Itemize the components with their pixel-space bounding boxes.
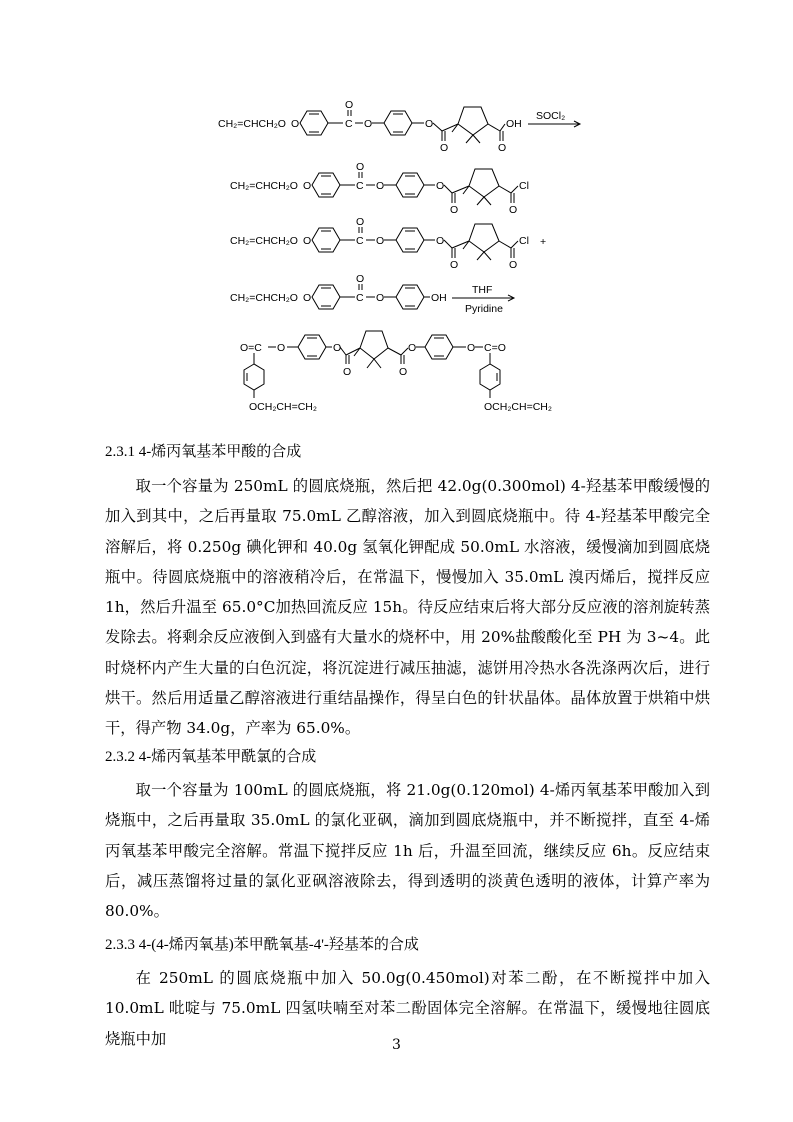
atom-C: C <box>356 180 364 192</box>
atom-C: C <box>345 118 353 130</box>
atom-O: O <box>356 216 365 228</box>
atom-O: O <box>303 292 312 304</box>
atom-O: O <box>450 204 459 216</box>
section-paragraph: 取一个容量为 100mL 的圆底烧瓶，将 21.0g(0.120mol) 4-烯丙氧基苯甲酸加入到烧瓶中，之后再量取 35.0mL 的氯化亚砜，滴加到圆底烧瓶中，并不断搅拌，直至 4-烯丙氧基苯甲酸完全溶解。常温下搅拌反应 1h 后，升温至回流，继续反应 6h。反应结束后，减压蒸馏将过量的氯化亚砜溶液除去，得到透明的淡黄色透明的液体，计算产率为 80.0%。 <box>105 781 710 921</box>
atom-O: O <box>376 292 385 304</box>
atom-O: O <box>364 118 373 130</box>
atom-O: O <box>436 235 445 247</box>
section-heading: 2.3.2 4-烯丙氧基苯甲酰氯的合成 <box>105 749 317 765</box>
atom-O: O <box>277 342 286 354</box>
section-paragraph: 取一个容量为 250mL 的圆底烧瓶，然后把 42.0g(0.300mol) 4-羟基苯甲酸缓慢的加入到其中，之后再量取 75.0mL 乙醇溶液，加入到圆底烧瓶中。待 4-羟基苯甲酸完全溶解后，将 0.250g 碘化钾和 40.0g 氢氧化钾配成 50.0mL 水溶液，缓慢滴加到圆底烧瓶中。待圆底烧瓶中的溶液稍冷后，在常温下，慢慢加入 35.0mL 溴丙烯后，搅拌反应 1h，然后升温至 65.0°C加热回流反应 15h。待反应结束后将大部分反应液的溶剂旋转蒸发除去。将剩余反应液倒入到盛有大量水的烧杯中，用 20%盐酸酸化至 PH 为 3~4。此时烧杯内产生大量的白色沉淀，将沉淀进行减压抽滤，滤饼用冷热水各洗涤两次后，进行烘干。然后用适量乙醇溶液进行重结晶操作，得呈白色的针状晶体。晶体放置于烘箱中烘干，得产物 34.0g，产率为 65.0%。 <box>105 477 710 738</box>
allyloxy-label: CH₂=CHCH₂O <box>230 235 298 247</box>
atom-O: O <box>498 142 507 154</box>
atom-O: O <box>467 342 476 354</box>
atom-OH: OH <box>506 118 522 130</box>
allyloxy-bottom-left: OCH₂CH=CH₂ <box>249 401 317 413</box>
atom-O: O <box>345 99 354 111</box>
section-heading: 2.3.1 4-烯丙氧基苯甲酸的合成 <box>105 444 302 460</box>
atom-O: O <box>291 118 300 130</box>
atom-Cl: Cl <box>519 180 529 192</box>
atom-O: O <box>356 161 365 173</box>
atom-Cl: Cl <box>519 235 529 247</box>
atom-O: O <box>509 259 518 271</box>
plus-sign: + <box>540 236 547 248</box>
atom-O: O <box>356 273 365 285</box>
page-number: 3 <box>392 1037 401 1053</box>
atom-O: O <box>408 342 417 354</box>
section-paragraph: 在 250mL 的圆底烧瓶中加入 50.0g(0.450mol)对苯二酚，在不断搅拌中加入 10.0mL 吡啶与 75.0mL 四氢呋喃至对苯二酚固体完全溶解。在常温下，缓慢地往圆底烧瓶中加 <box>105 969 710 1048</box>
allyloxy-label: CH₂=CHCH₂O <box>230 180 298 192</box>
allyloxy-label: CH₂=CHCH₂O <box>218 118 286 130</box>
atom-O: O <box>376 235 385 247</box>
atom-O: O <box>440 142 449 154</box>
atom-O: O <box>450 259 459 271</box>
reaction-scheme <box>0 0 793 430</box>
atom-O: O <box>333 342 342 354</box>
reagent-pyridine: Pyridine <box>465 303 503 315</box>
reagent-thf: THF <box>472 284 493 296</box>
carbonyl-right: C=O <box>484 342 506 354</box>
allyloxy-label: CH₂=CHCH₂O <box>230 292 298 304</box>
atom-O: O <box>399 366 408 378</box>
atom-O: O <box>425 118 434 130</box>
atom-O: O <box>343 366 352 378</box>
atom-C: C <box>356 292 364 304</box>
atom-C: C <box>356 235 364 247</box>
atom-O: O <box>436 180 445 192</box>
atom-O: O <box>376 180 385 192</box>
atom-O: O <box>509 204 518 216</box>
reagent-socl2: SOCl₂ <box>536 110 566 122</box>
allyloxy-bottom-right: OCH₂CH=CH₂ <box>484 401 552 413</box>
section-heading: 2.3.3 4-(4-烯丙氧基)苯甲酰氧基-4'-羟基苯的合成 <box>105 937 419 953</box>
atom-O: O <box>303 235 312 247</box>
atom-O: O <box>303 180 312 192</box>
atom-OH: OH <box>431 292 447 304</box>
carbonyl-left: O=C <box>240 342 262 354</box>
